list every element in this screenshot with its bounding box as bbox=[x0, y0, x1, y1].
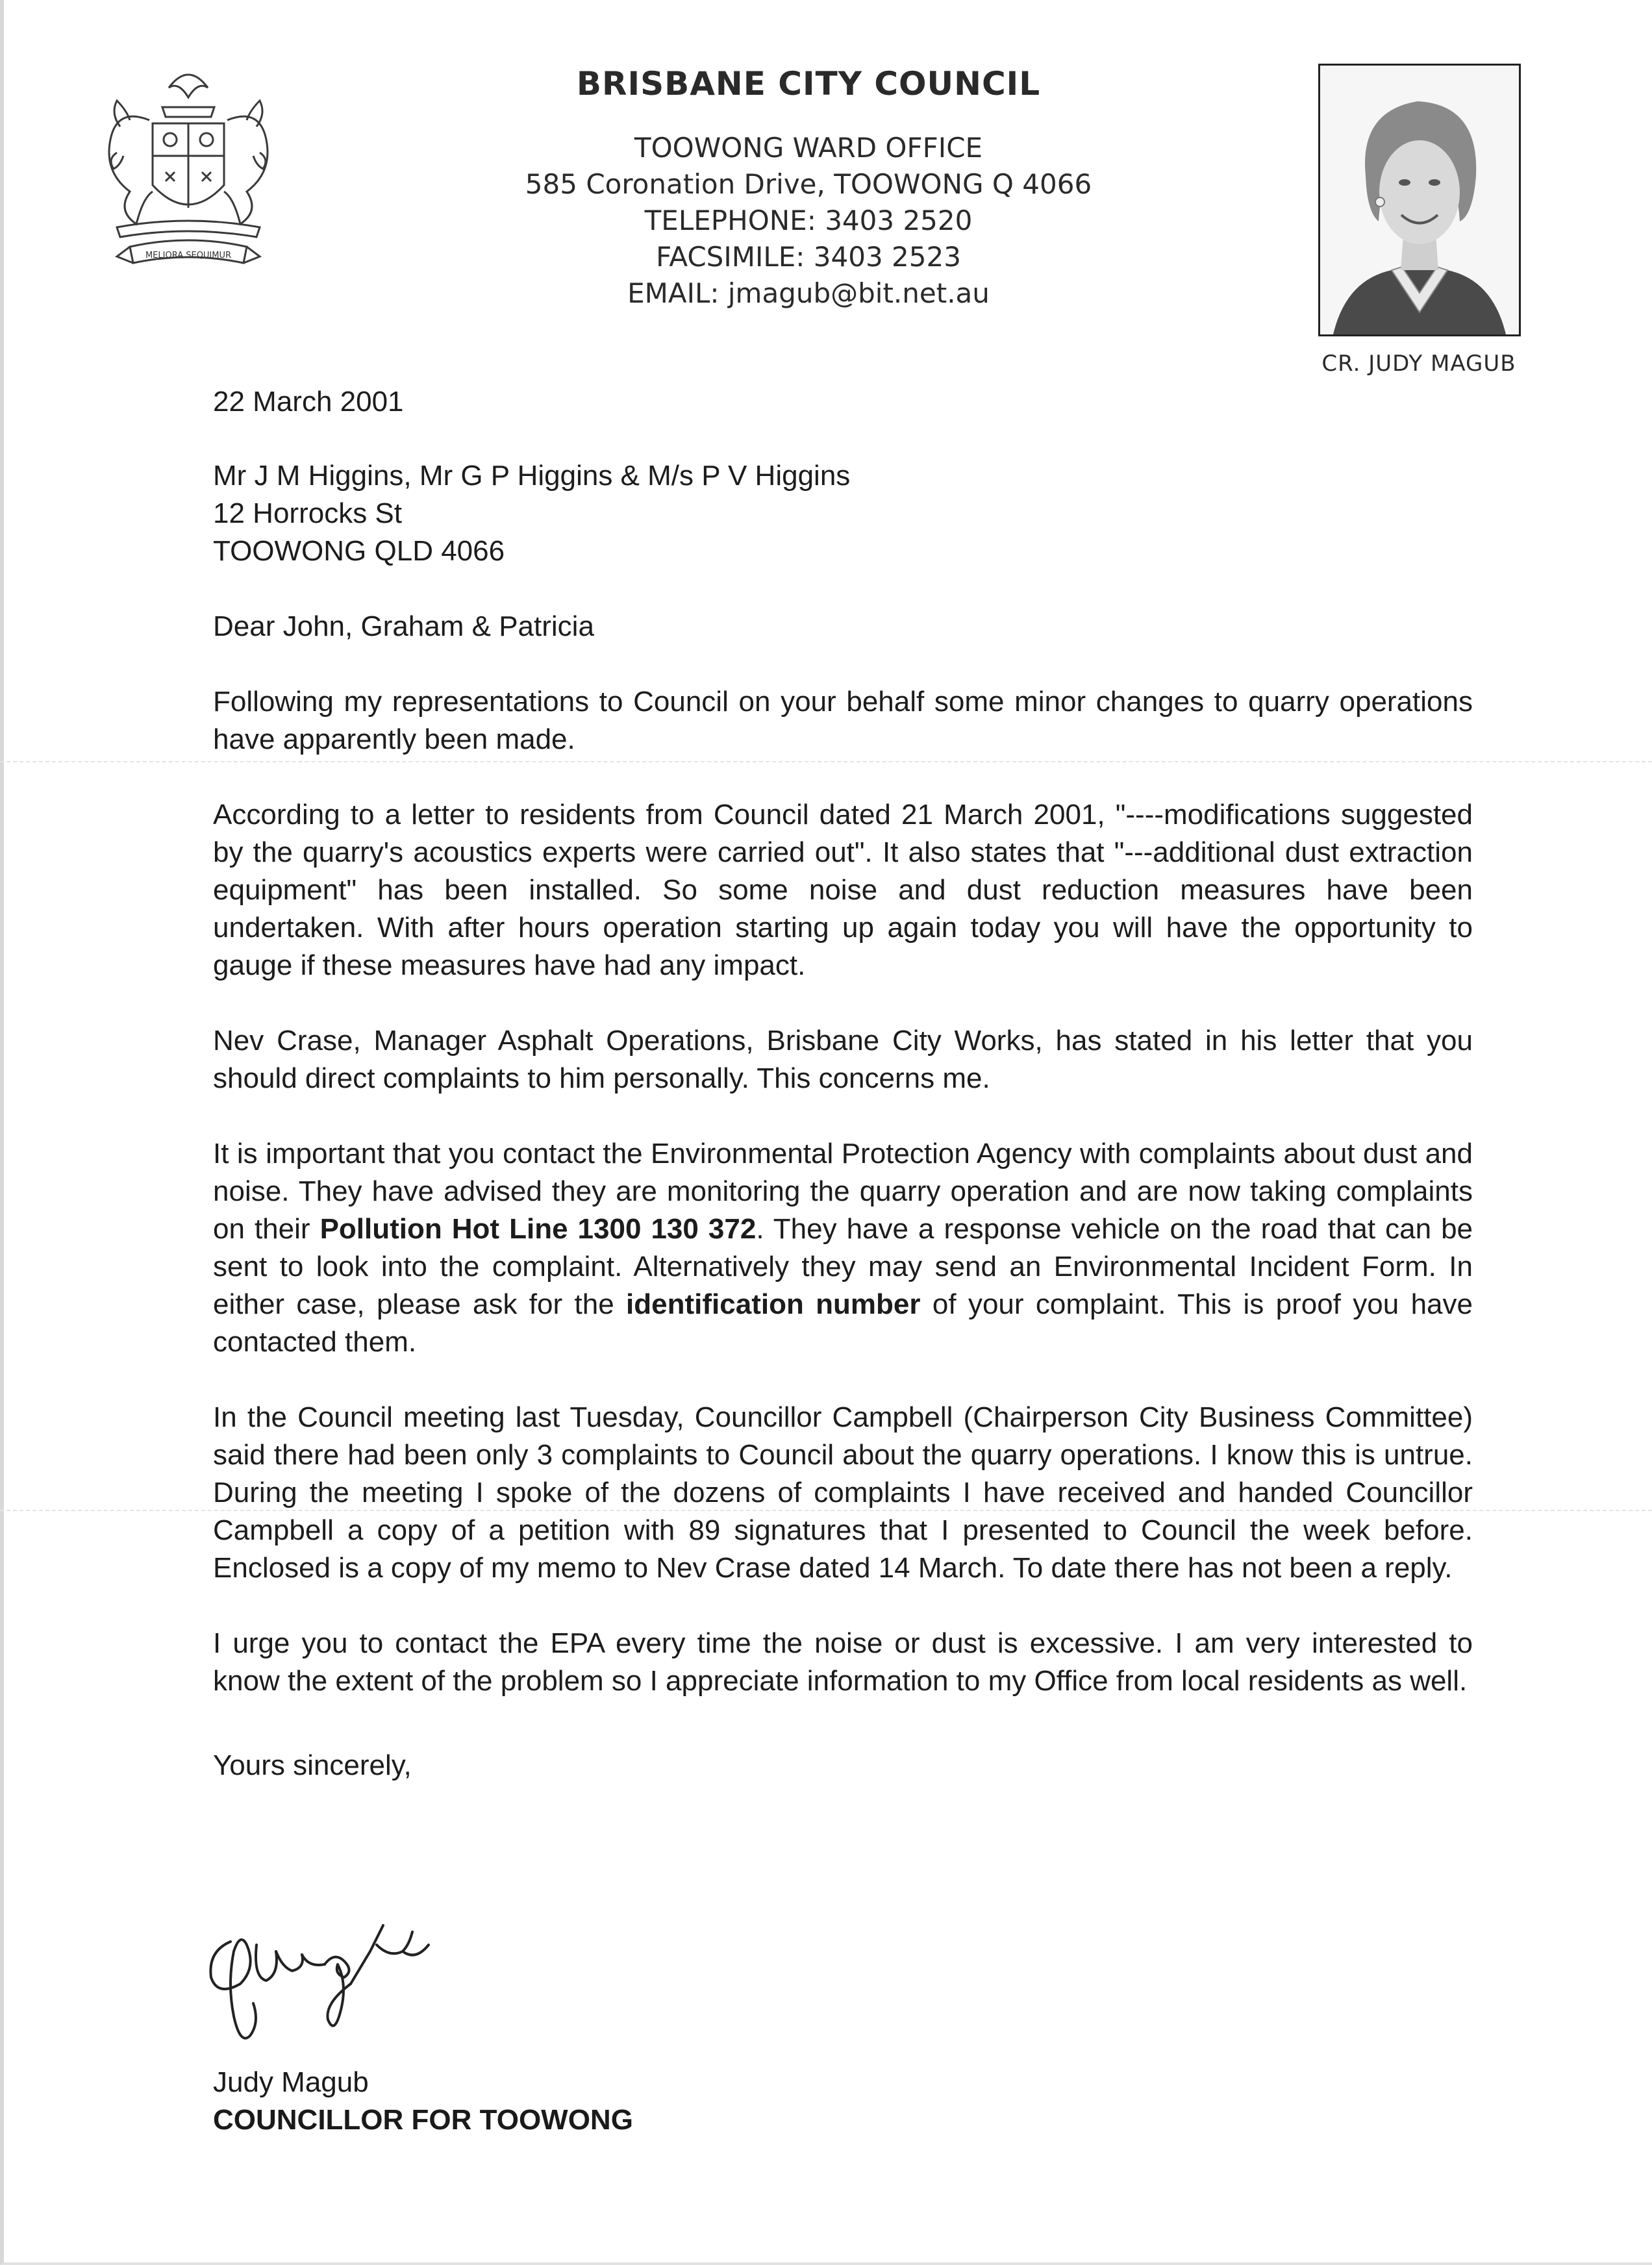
telephone: TELEPHONE: 3403 2520 bbox=[644, 205, 973, 236]
paragraph-3: Nev Crase, Manager Asphalt Operations, Brisbane City Works, has stated in his letter that you should direct complaints to him personally. This concerns me. bbox=[213, 1025, 1473, 1094]
paragraph-4-text-c: . They have a response vehicle on the road that can be sent to look into the complaint. Alternatively they may send an Environmental Incident Form. In either case, please ask for the bbox=[213, 1213, 1473, 1320]
facsimile: FACSIMILE: 3403 2523 bbox=[656, 241, 961, 273]
councillor-portrait bbox=[1318, 64, 1521, 336]
paragraph-2: According to a letter to residents from Council dated 21 March 2001, "----modifications suggested by the quarry's acoustics experts were carried out". It also states that "---additional dust extraction equipment" has been installed. So some noise and dust reduction measures have been undertaken. With after hours operation starting up again today you will have the opportunity to gauge if these measures have had any impact. bbox=[213, 799, 1473, 981]
identification-number-emphasis: identification number bbox=[626, 1288, 921, 1320]
handwritten-signature bbox=[195, 1906, 487, 2055]
letter-body bbox=[213, 383, 1473, 1784]
paragraph-5: In the Council meeting last Tuesday, Councillor Campbell (Chairperson City Business Committee) said there had been only 3 complaints to Council about the quarry operations. I know this is untrue. During the meeting I spoke of the dozens of complaints I have received and handed Councillor Campbell a copy of a petition with 89 signatures that I presented to Council the week before. Enclosed is a copy of my memo to Nev Crase dated 14 March. To date there has not been a reply. bbox=[213, 1401, 1473, 1584]
letterhead bbox=[364, 65, 1253, 312]
paragraph-4-text-a: It is important that you contact the Environmental Protection Agency with complaints about dust and noise. They have advised they are monitoring the quarry operation and are now taking complaints on their bbox=[213, 1138, 1473, 1245]
office-address: 585 Coronation Drive, TOOWONG Q 4066 bbox=[525, 168, 1092, 200]
closing: Yours sincerely, bbox=[213, 1749, 412, 1781]
email: EMAIL: jmagub@bit.net.au bbox=[627, 277, 990, 309]
recipient-names: Mr J M Higgins, Mr G P Higgins & M/s P V Higgins bbox=[213, 460, 851, 492]
paragraph-1: Following my representations to Council on your behalf some minor changes to quarry operations have apparently been made. bbox=[213, 686, 1473, 755]
paragraph-6: I urge you to contact the EPA every time the noise or dust is excessive. I am very interested to know the extent of the problem so I appreciate information to my Office from local residents as well. bbox=[213, 1627, 1473, 1697]
council-crest-logo bbox=[91, 62, 286, 276]
paragraph-4-text-e: of your complaint. This is proof you have contacted them. bbox=[213, 1288, 1473, 1358]
recipient-street: 12 Horrocks St bbox=[213, 497, 402, 529]
council-name: BRISBANE CITY COUNCIL bbox=[576, 65, 1041, 103]
recipient-address bbox=[213, 457, 1473, 570]
recipient-suburb: TOOWONG QLD 4066 bbox=[213, 535, 505, 567]
paragraph-4 bbox=[213, 1135, 1473, 1361]
letter-date: 22 March 2001 bbox=[213, 386, 404, 418]
salutation: Dear John, Graham & Patricia bbox=[213, 610, 594, 642]
crest-motto: MELIORA SEQUIMUR bbox=[145, 251, 232, 260]
ward-office: TOOWONG WARD OFFICE bbox=[634, 132, 983, 164]
signer-name: Judy Magub bbox=[213, 2066, 369, 2098]
signer-title: COUNCILLOR FOR TOOWONG bbox=[213, 2104, 633, 2136]
pollution-hotline: Pollution Hot Line 1300 130 372 bbox=[319, 1213, 757, 1245]
portrait-caption: CR. JUDY MAGUB bbox=[1321, 351, 1516, 377]
